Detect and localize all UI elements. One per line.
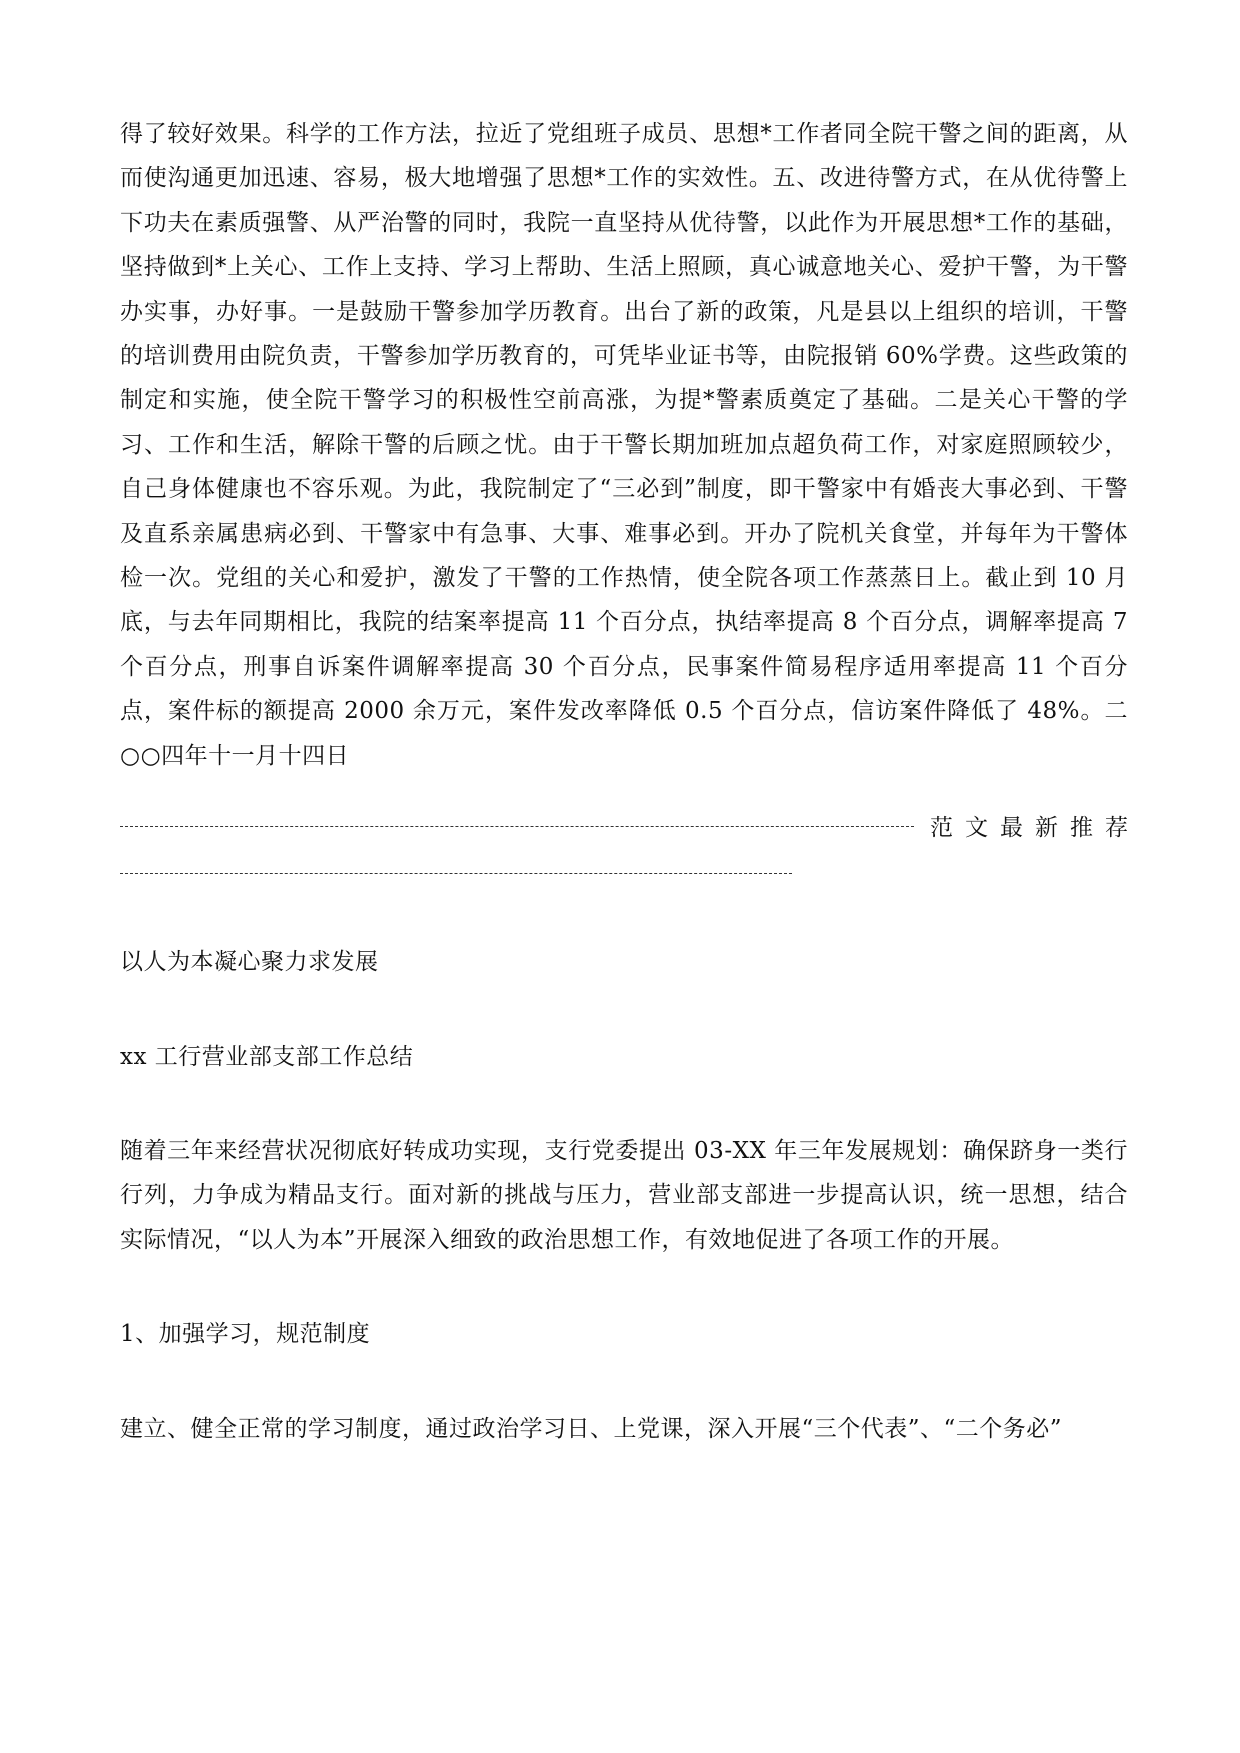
- article-subtitle: xx 工行营业部支部工作总结: [120, 1043, 414, 1070]
- dashed-rule-left: [120, 826, 914, 827]
- section-heading: 1、加强学习，规范制度: [120, 1321, 371, 1348]
- recommend-label: 范文最新推荐: [930, 814, 1140, 841]
- body-paragraph-section: 建立、健全正常的学习制度，通过政治学习日、上党课，深入开展“三个代表”、“二个务必”: [120, 1415, 1063, 1442]
- recommend-separator: [120, 803, 1140, 847]
- body-paragraph-intro: 随着三年来经营状况彻底好转成功实现，支行党委提出 03-XX 年三年发展规划：确保跻身一类行行列，力争成为精品支行。面对新的挑战与压力，营业部支部进一步提高认识，统一思想，结合实际情况，“以人为本”开展深入细致的政治思想工作，有效地促进了各项工作的开展。: [120, 1137, 1128, 1253]
- body-paragraph-main: 得了较好效果。科学的工作方法，拉近了党组班子成员、思想*工作者同全院干警之间的距离，从而使沟通更加迅速、容易，极大地增强了思想*工作的实效性。五、改进待警方式，在从优待警上下功夫在素质强警、从严治警的同时，我院一直坚持从优待警，以此作为开展思想*工作的基础，坚持做到*上关心、工作上支持、学习上帮助、生活上照顾，真心诚意地关心、爱护干警，为干警办实事，办好事。一是鼓励干警参加学历教育。出台了新的政策，凡是县以上组织的培训，干警的培训费用由院负责，干警参加学历教育的，可凭毕业证书等，由院报销 60%学费。这些政策的制定和实施，使全院干警学习的积极性空前高涨，为提*警素质奠定了基础。二是关心干警的学习、工作和生活，解除干警的后顾之忧。由于干警长期加班加点超负荷工作，对家庭照顾较少，自己身体健康也不容乐观。为此，我院制定了“三必到”制度，即干警家中有婚丧大事必到、干警及直系亲属患病必到、干警家中有急事、大事、难事必到。开办了院机关食堂，并每年为干警体检一次。党组的关心和爱护，激发了干警的工作热情，使全院各项工作蒸蒸日上。截止到 10 月底，与去年同期相比，我院的结案率提高 11 个百分点，执结率提高 8 个百分点，调解率提高 7 个百分点，刑事自诉案件调解率提高 30 个百分点，民事案件简易程序适用率提高 11 个百分点，案件标的额提高 2000 余万元，案件发改率降低 0.5 个百分点，信访案件降低了 48%。二○○四年十一月十四日: [120, 121, 1128, 769]
- document-page: [120, 112, 1140, 1451]
- article-title: 以人为本凝心聚力求发展: [120, 949, 379, 976]
